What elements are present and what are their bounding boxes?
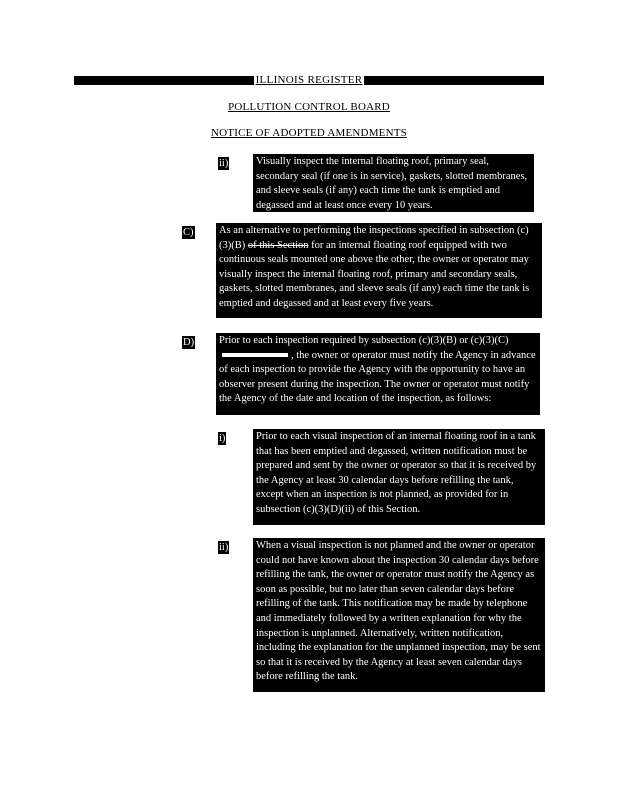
item-c-text-before: As an alternative to performing the inspections specified in subsection (c)(3)(B) bbox=[219, 225, 529, 251]
item-d-text-before: Prior to each inspection required by subsection (c)(3)(B) or (c)(3)(C) bbox=[219, 335, 509, 346]
item-i-label: i) bbox=[219, 433, 226, 444]
item-c-text bbox=[216, 223, 542, 318]
board-name-text: POLLUTION CONTROL BOARD bbox=[228, 101, 390, 113]
item-ii-top-text: Visually inspect the internal floating roof, primary seal, secondary seal (if one is in service), gaskets, slotted membranes, and sleeve seals (if any) each time the tank is emptied and degassed and at least once every 10 years. bbox=[253, 154, 534, 212]
item-d-text-after: , the owner or operator must notify the Agency in advance of each inspection to provide the Agency with the opportunity to have an observer present during the inspection. The owner or operator must notify the Agency of the date and location of the inspection, as follows: bbox=[219, 349, 536, 405]
item-ii-bottom-text: When a visual inspection is not planned and the owner or operator could not have known about the inspection 30 calendar days before refilling the tank, the owner or operator must notify the Agency as soon as possible, but no later than seven calendar days before refilling of the tank. This notification may be made by telephone and immediately followed by a written explanation for why the inspection is unplanned. Alternatively, written notification, including the explanation for the unplanned inspection, may be sent so that it is received by the Agency at least seven calendar days before refilling the tank. bbox=[253, 538, 545, 692]
item-c-label: C) bbox=[183, 227, 194, 238]
item-c-text-after: for an internal floating roof equipped with two continuous seals mounted one above the other, the owner or operator may visually inspect the internal floating roof, primary and secondary seals, gaskets, slotted membranes, and sleeve seals (if any) each time the tank is emptied and degassed and at least every five years. bbox=[219, 239, 530, 309]
item-d-label: D) bbox=[183, 337, 195, 348]
item-d-text bbox=[216, 333, 540, 415]
notice-heading-text: NOTICE OF ADOPTED AMENDMENTS bbox=[211, 127, 407, 139]
board-name bbox=[0, 101, 618, 114]
notice-heading bbox=[0, 127, 618, 140]
item-ii-bottom-label: ii) bbox=[219, 542, 229, 553]
item-i-text: Prior to each visual inspection of an internal floating roof in a tank that has been emptied and degassed, written notification must be prepared and sent by the owner or operator so that it is received by the Agency at least 30 calendar days before refilling the tank, except when an inspection is not planned, as provided for in subsection (c)(3)(D)(ii) of this Section. bbox=[253, 429, 545, 525]
redaction-mark bbox=[222, 353, 288, 357]
item-c-struck-text: of this Section bbox=[247, 239, 309, 251]
register-title bbox=[74, 73, 544, 87]
register-title-text: ILLINOIS REGISTER bbox=[255, 74, 363, 86]
item-ii-top-label: ii) bbox=[219, 158, 229, 169]
